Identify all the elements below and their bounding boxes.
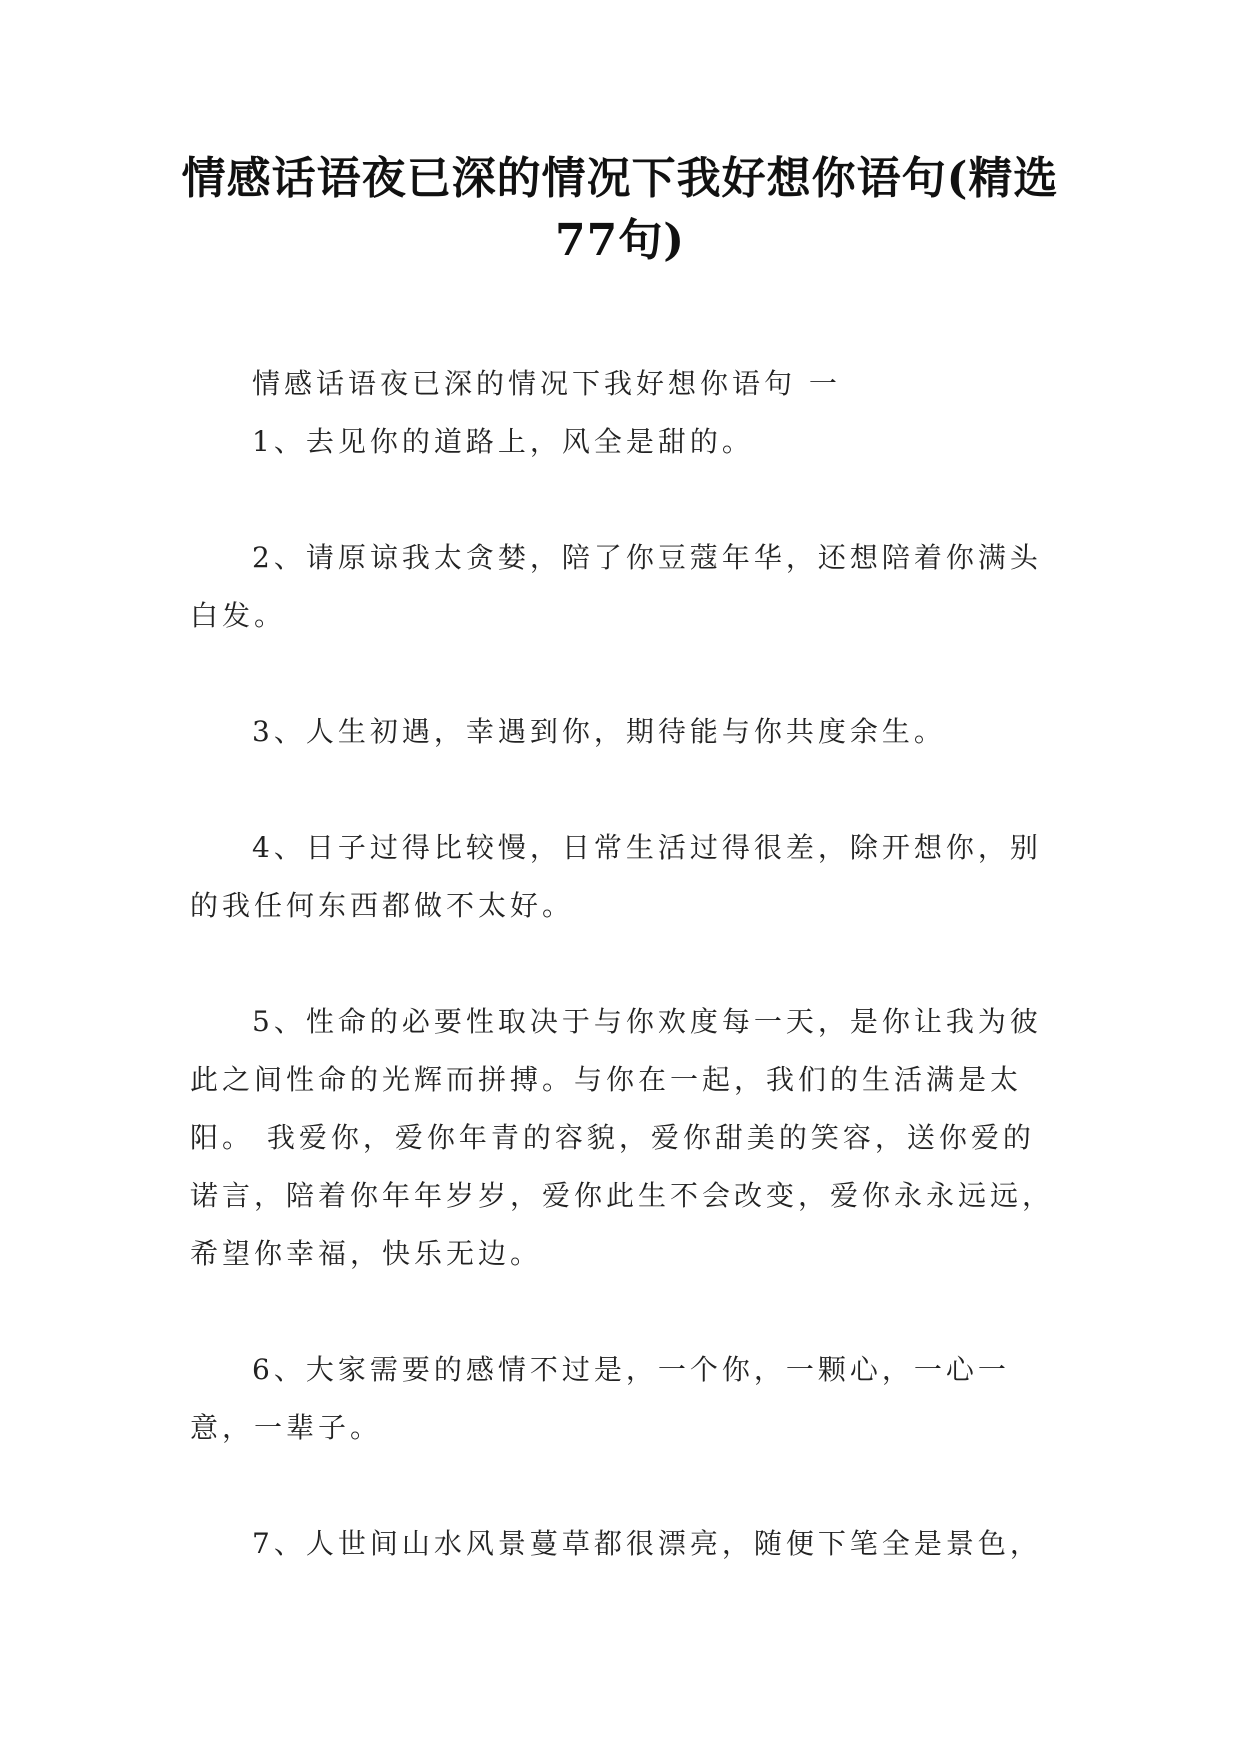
paragraph-3: 3、人生初遇，幸遇到你，期待能与你共度余生。 — [252, 715, 946, 748]
paragraph-1: 1、去见你的道路上，风全是甜的。 — [252, 425, 754, 458]
document-title: 情感话语夜已深的情况下我好想你语句(精选77句) — [181, 153, 1059, 266]
document-body — [190, 355, 1056, 1631]
paragraph-2: 2、请原谅我太贪婪，陪了你豆蔻年华，还想陪着你满头白发。 — [190, 541, 1042, 632]
section-heading: 情感话语夜已深的情况下我好想你语句 一 — [252, 367, 841, 400]
paragraph-4: 4、日子过得比较慢，日常生活过得很差，除开想你，别的我任何东西都做不太好。 — [190, 831, 1042, 922]
paragraph-7: 7、人世间山水风景蔓草都很漂亮，随便下笔全是景色， — [252, 1527, 1042, 1560]
paragraph-5: 5、性命的必要性取决于与你欢度每一天，是你让我为彼此之间性命的光辉而拼搏。与你在一起，我们的生活满是太阳。 我爱你，爱你年青的容貌，爱你甜美的笑容，送你爱的诺言，陪着你年年岁岁，爱你此生不会改变，爱你永永远远，希望你幸福，快乐无边。 — [190, 1005, 1055, 1270]
paragraph-6: 6、大家需要的感情不过是，一个你，一颗心，一心一意，一辈子。 — [190, 1353, 1010, 1444]
